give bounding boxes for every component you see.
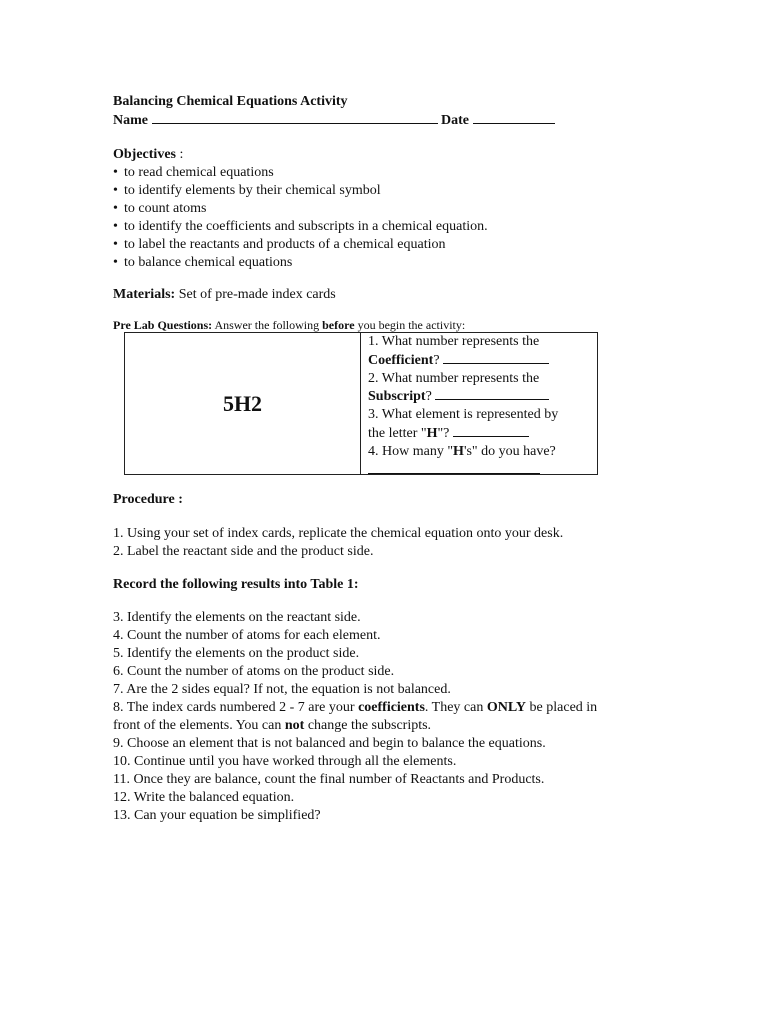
name-blank[interactable] [152, 111, 438, 124]
question-2-answer [368, 387, 597, 406]
procedure-step: 9. Choose an element that is not balanced and begin to balance the equations. [113, 736, 546, 751]
coefficients-word: coefficients [358, 700, 425, 715]
materials-label: Materials: [113, 287, 176, 302]
bullet-icon: • [113, 237, 118, 252]
questions-cell [361, 333, 597, 474]
bullet-icon: • [113, 183, 118, 198]
question-4-answer [368, 461, 597, 480]
objective-text: to balance chemical equations [124, 255, 293, 270]
prelab-text: you begin the activity: [354, 318, 466, 332]
step-text: 8. The index cards numbered 2 - 7 are your [113, 700, 359, 715]
not-word: not [284, 718, 305, 733]
objective-item [113, 164, 653, 182]
element-answer-blank[interactable] [453, 424, 529, 437]
coefficient-answer-blank[interactable] [443, 351, 549, 364]
prelab-table [124, 332, 598, 475]
procedure-step: 11. Once they are balance, count the final number of Reactants and Products. [113, 772, 545, 787]
question-mark: ? [425, 389, 432, 405]
subscript-word: Subscript [368, 389, 426, 405]
bullet-icon: • [113, 255, 118, 270]
name-label: Name [113, 113, 148, 128]
question-4-line [368, 443, 597, 461]
procedure-heading: Procedure : [113, 492, 183, 507]
materials-row [113, 286, 653, 304]
worksheet-page [113, 93, 653, 825]
procedure-step: 4. Count the number of atoms for each element. [113, 628, 381, 643]
objective-item [113, 218, 653, 236]
question-3-line: 3. What element is represented by [368, 407, 559, 423]
letter-h: H [453, 443, 464, 459]
prelab-label: Pre Lab Questions: [113, 318, 213, 332]
date-label: Date [441, 113, 469, 128]
formula-cell [125, 333, 361, 474]
objective-text: to read chemical equations [124, 165, 274, 180]
prelab-instructions [113, 318, 653, 332]
bullet-icon: • [113, 201, 118, 216]
objectives-colon: : [175, 147, 184, 162]
question-text: "? [437, 425, 450, 441]
procedure-step: 12. Write the balanced equation. [113, 790, 295, 805]
question-1-answer [368, 351, 597, 370]
procedure-steps [113, 525, 653, 561]
only-word: ONLY [486, 700, 527, 715]
procedure-step: 2. Label the reactant side and the product side. [113, 544, 374, 559]
objective-text: to count atoms [124, 201, 207, 216]
bullet-icon: • [113, 219, 118, 234]
record-heading: Record the following results into Table 1: [113, 577, 359, 592]
objective-item [113, 236, 653, 254]
subscript-answer-blank[interactable] [435, 387, 549, 400]
objectives-section [113, 146, 653, 272]
bullet-icon: • [113, 165, 118, 180]
objective-item [113, 200, 653, 218]
procedure-step: 13. Can your equation be simplified? [113, 808, 321, 823]
question-3-answer [368, 424, 597, 443]
coefficient-word: Coefficient [368, 352, 434, 368]
formula-text: 5H2 [222, 390, 263, 416]
question-1-line: 1. What number represents the [368, 334, 540, 349]
worksheet-title: Balancing Chemical Equations Activity [113, 94, 348, 109]
question-mark: ? [433, 352, 440, 368]
question-2-line: 2. What number represents the [368, 370, 540, 386]
procedure-step-8-cont [113, 717, 653, 735]
question-text: 4. How many " [368, 443, 454, 459]
step-text: be placed in [526, 700, 598, 715]
objectives-heading: Objectives [113, 147, 176, 162]
h-count-answer-blank[interactable] [368, 461, 540, 474]
objective-item [113, 254, 653, 272]
prelab-text: Answer the following [212, 318, 323, 332]
objectives-heading-row [113, 146, 653, 164]
procedure-step: 1. Using your set of index cards, replicate the chemical equation onto your desk. [113, 526, 564, 541]
procedure-step: 6. Count the number of atoms on the product side. [113, 664, 395, 679]
objective-text: to identify elements by their chemical symbol [124, 183, 381, 198]
name-date-row [113, 111, 653, 130]
record-steps [113, 609, 653, 825]
step-text: . They can [424, 700, 487, 715]
step-text: front of the elements. You can [113, 718, 285, 733]
question-text: 's" do you have? [463, 443, 556, 459]
objective-item [113, 182, 653, 200]
procedure-step: 5. Identify the elements on the product side. [113, 646, 360, 661]
procedure-step: 3. Identify the elements on the reactant side. [113, 610, 361, 625]
procedure-step: 7. Are the 2 sides equal? If not, the equation is not balanced. [113, 682, 451, 697]
procedure-step-8 [113, 699, 653, 717]
procedure-step: 10. Continue until you have worked through all the elements. [113, 754, 457, 769]
prelab-bold-word: before [322, 318, 355, 332]
objective-text: to label the reactants and products of a chemical equation [124, 237, 446, 252]
materials-text: Set of pre-made index cards [175, 287, 336, 302]
step-text: change the subscripts. [304, 718, 432, 733]
objective-text: to identify the coefficients and subscripts in a chemical equation. [124, 219, 488, 234]
date-blank[interactable] [473, 111, 555, 124]
question-text: the letter " [368, 425, 427, 441]
letter-h: H [426, 425, 438, 441]
